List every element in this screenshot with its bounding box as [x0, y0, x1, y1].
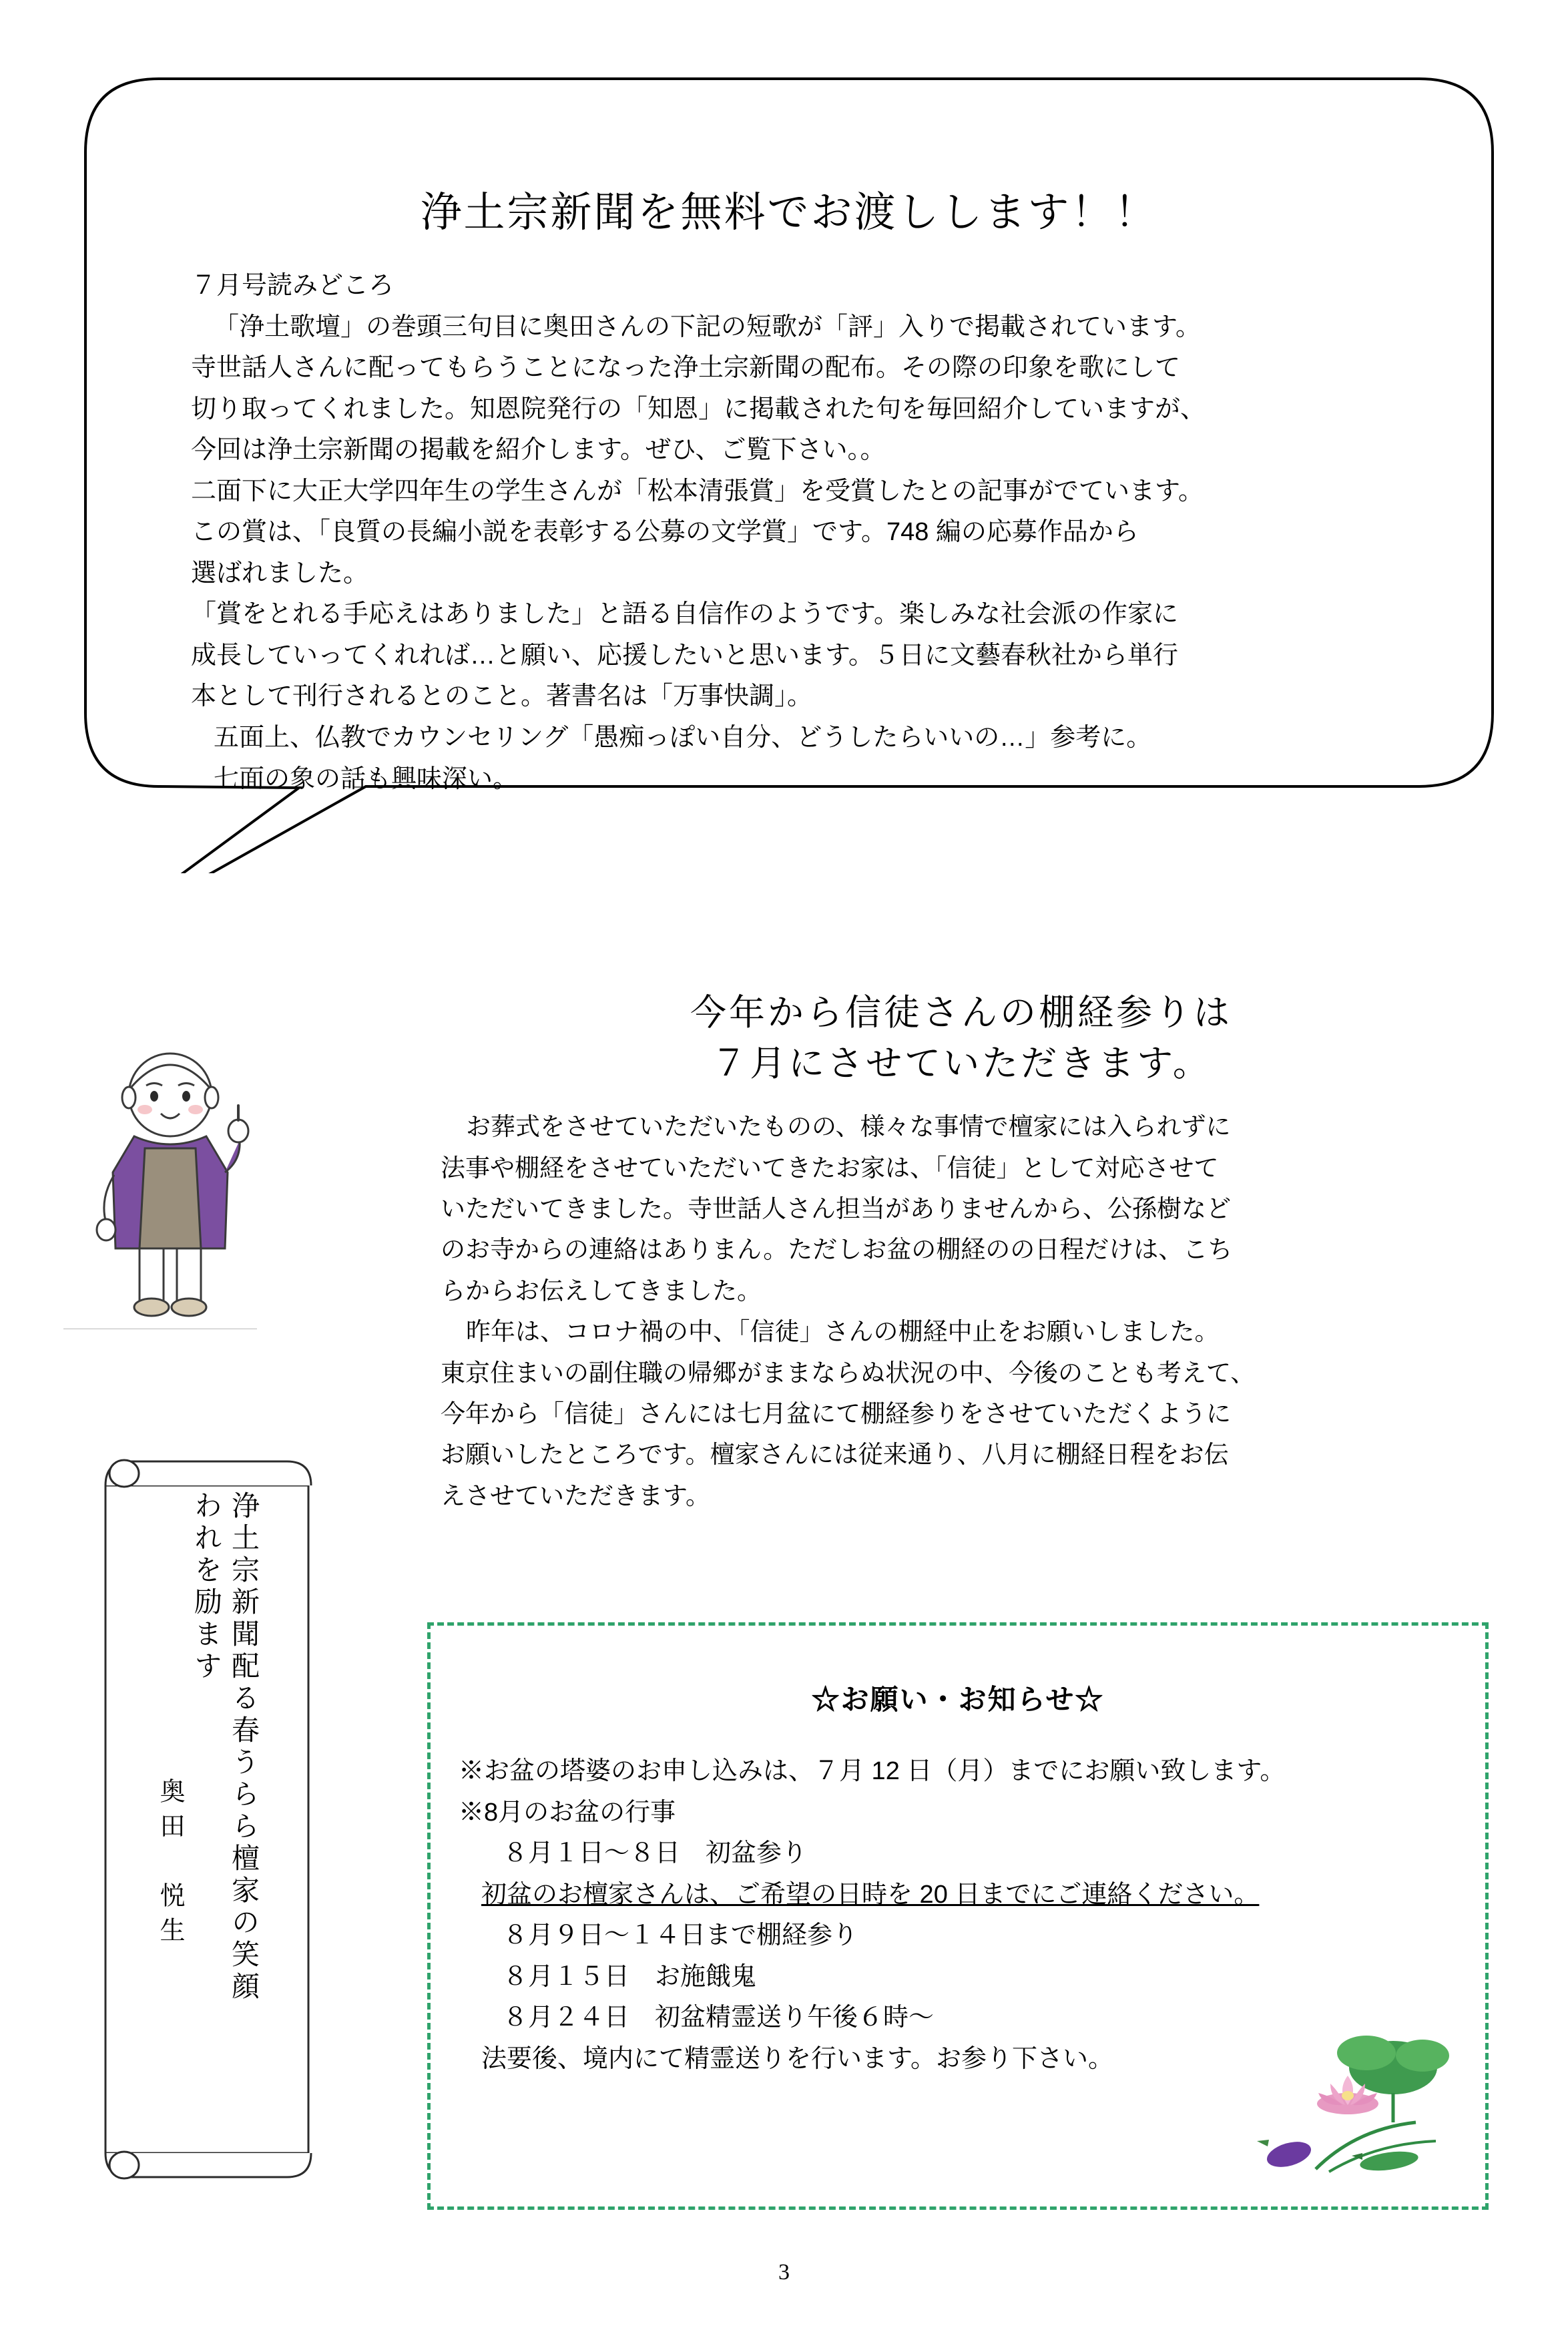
article-body — [441, 1106, 1482, 1516]
article-paragraph: お願いしたところです。檀家さんには従来通り、八月に棚経日程をお伝 — [441, 1441, 1229, 1469]
notice-box — [427, 1622, 1489, 2210]
balloon-paragraph: 成長していってくれれば…と願い、応援したいと思います。５日に文藝春秋社から単行 — [191, 641, 1178, 670]
lotus-illustration-icon — [1236, 2029, 1469, 2182]
article-paragraph: お葬式をさせていただいたものの、様々な事情で檀家には入られずに — [466, 1113, 1231, 1141]
tanka-line-1: 浄土宗新聞配る春うらら檀家の笑顔 — [228, 1491, 258, 2004]
balloon-paragraph: 七面の象の話も興味深い。 — [214, 764, 519, 793]
balloon-lead: ７月号読みどころ — [191, 272, 395, 300]
balloon-paragraph: 本として刊行されるとのこと。著書名は「万事快調」。 — [191, 682, 813, 711]
tanka-scroll — [87, 1439, 327, 2196]
article-paragraph: らからお伝えしてきました。 — [441, 1276, 762, 1305]
notice-title: ☆お願い・お知らせ☆ — [811, 1684, 1105, 1715]
article-paragraph: 東京住まいの副住職の帰郷がままならぬ状況の中、今後のことも考えて、 — [441, 1359, 1256, 1387]
balloon-paragraph: 選ばれました。 — [191, 559, 369, 588]
page-number: 3 — [778, 2260, 790, 2285]
notice-line: ８月２４日 初盆精霊送り午後６時〜 — [503, 2004, 935, 2032]
article-paragraph: 法事や棚経をさせていただいてきたお家は、「信徒」として対応させて — [441, 1154, 1219, 1182]
notice-line: ８月１５日 お施餓鬼 — [503, 1962, 757, 1991]
monk-figure-icon — [70, 1048, 290, 1335]
article-paragraph: いただいてきました。寺世話人さん担当がありませんから、公孫樹など — [441, 1195, 1231, 1222]
monk-illustration — [70, 1048, 290, 1335]
balloon-paragraph: 切り取ってくれました。知恩院発行の「知恩」に掲載された句を毎回紹介していますが、 — [191, 395, 1206, 423]
article-paragraph: のお寺からの連絡はありまん。ただしお盆の棚経のの日程だけは、こち — [441, 1236, 1233, 1264]
article-title-line-2: ７月にさせていただきます。 — [711, 1043, 1212, 1084]
article-title — [441, 988, 1482, 1089]
balloon-paragraph: この賞は、「良質の長編小説を表彰する公募の文学賞」です。748 編の応募作品から — [191, 518, 1139, 547]
balloon-paragraph: 二面下に大正大学四年生の学生さんが「松本清張賞」を受賞したとの記事がでています。 — [191, 477, 1204, 505]
balloon-paragraph: 五面上、仏教でカウンセリング「愚痴っぽい自分、どうしたらいいの…」参考に。 — [214, 724, 1152, 752]
notice-line: ※お盆の塔婆のお申し込みは、７月 12 日（月）までにお願い致します。 — [459, 1757, 1286, 1785]
balloon-paragraph: 「賞をとれる手応えはありました」と語る自信作のようです。楽しみな社会派の作家に — [191, 600, 1178, 629]
tanka-line-2: われを励ます — [190, 1491, 221, 1683]
notice-line: 初盆のお檀家さんは、ご希望の日時を 20 日までにご連絡ください。 — [481, 1880, 1260, 1909]
article-paragraph: 今年から「信徒」さんには七月盆にて棚経参りをさせていただくように — [441, 1400, 1231, 1428]
balloon-paragraph: 寺世話人さんに配ってもらうことになった浄土宗新聞の配布。その際の印象を歌にして — [191, 354, 1181, 383]
balloon-title: 浄土宗新聞を無料でお渡しします！！ — [420, 190, 1158, 236]
balloon-paragraph: 「浄土歌壇」の巻頭三句目に奥田さんの下記の短歌が「評」入りで掲載されています。 — [214, 312, 1201, 341]
notice-line: 法要後、境内にて精霊送りを行います。お参り下さい。 — [481, 2044, 1113, 2073]
notice-line: ※8月のお盆の行事 — [459, 1798, 676, 1827]
notice-line: ８月１日〜８日 初盆参り — [503, 1839, 808, 1868]
main-article — [441, 988, 1482, 1516]
article-paragraph: 昨年は、コロナ禍の中、「信徒」さんの棚経中止をお願いしました。 — [466, 1318, 1220, 1346]
tanka-author: 奥田 悦生 — [156, 1778, 184, 1951]
article-title-line-1: 今年から信徒さんの棚経参りは — [690, 993, 1232, 1033]
balloon-paragraph: 今回は浄土宗新聞の掲載を紹介します。ぜひ、ご覧下さい。。 — [191, 436, 886, 465]
speech-balloon — [79, 72, 1499, 873]
balloon-body — [191, 266, 1446, 800]
article-paragraph: えさせていただきます。 — [441, 1481, 711, 1509]
notice-line: ８月９日〜１４日まで棚経参り — [503, 1921, 858, 1950]
